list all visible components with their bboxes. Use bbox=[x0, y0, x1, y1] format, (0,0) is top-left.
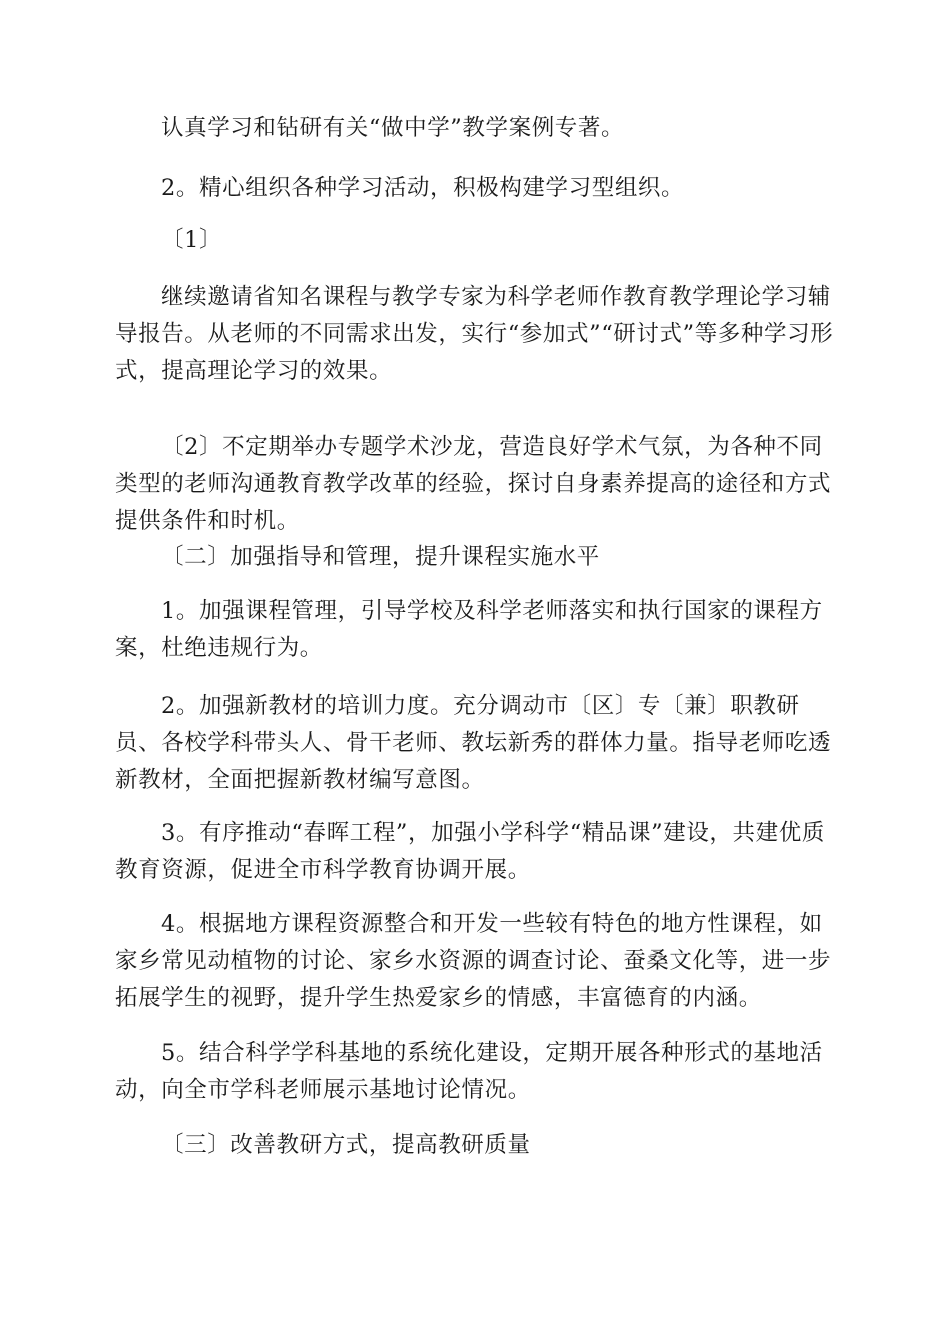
paragraph-marker-1: 〔1〕 bbox=[161, 227, 223, 253]
paragraph-expert-reports: 继续邀请省知名课程与教学专家为科学老师作教育教学理论学习辅导报告。从老师的不同需求出发，实行“参加式”“研讨式”等多种学习形式，提高理论学习的效果。 bbox=[115, 284, 834, 384]
section-heading-3: 〔三〕改善教研方式，提高教研质量 bbox=[161, 1132, 531, 1158]
paragraph-item-5-base: 5。结合科学学科基地的系统化建设，定期开展各种形式的基地活动，向全市学科老师展示基地讨论情况。 bbox=[115, 1040, 823, 1103]
paragraph-item-2-organize: 2。精心组织各种学习活动，积极构建学习型组织。 bbox=[161, 175, 685, 201]
paragraph-item-2-training: 2。加强新教材的培训力度。充分调动市〔区〕专〔兼〕职教研员、各校学科带头人、骨干老师、教坛新秀的群体力量。指导老师吃透新教材，全面把握新教材编写意图。 bbox=[115, 693, 832, 793]
paragraph-study-books: 认真学习和钻研有关“做中学”教学案例专著。 bbox=[161, 115, 625, 141]
paragraph-salon: 〔2〕不定期举办专题学术沙龙，营造良好学术气氛，为各种不同类型的老师沟通教育教学改革的经验，探讨自身素养提高的途径和方式提供条件和时机。 bbox=[115, 434, 832, 534]
paragraph-item-4-local-courses: 4。根据地方课程资源整合和开发一些较有特色的地方性课程，如家乡常见动植物的讨论、家乡水资源的调查讨论、蚕桑文化等，进一步拓展学生的视野，提升学生热爱家乡的情感，丰富德育的内涵。 bbox=[115, 911, 832, 1011]
paragraph-item-1-management: 1。加强课程管理，引导学校及科学老师落实和执行国家的课程方案，杜绝违规行为。 bbox=[115, 598, 823, 661]
paragraph-item-3-chunhui: 3。有序推动“春晖工程”，加强小学科学“精品课”建设，共建优质教育资源，促进全市科学教育协调开展。 bbox=[115, 820, 825, 883]
section-heading-2: 〔二〕加强指导和管理，提升课程实施水平 bbox=[161, 544, 600, 570]
